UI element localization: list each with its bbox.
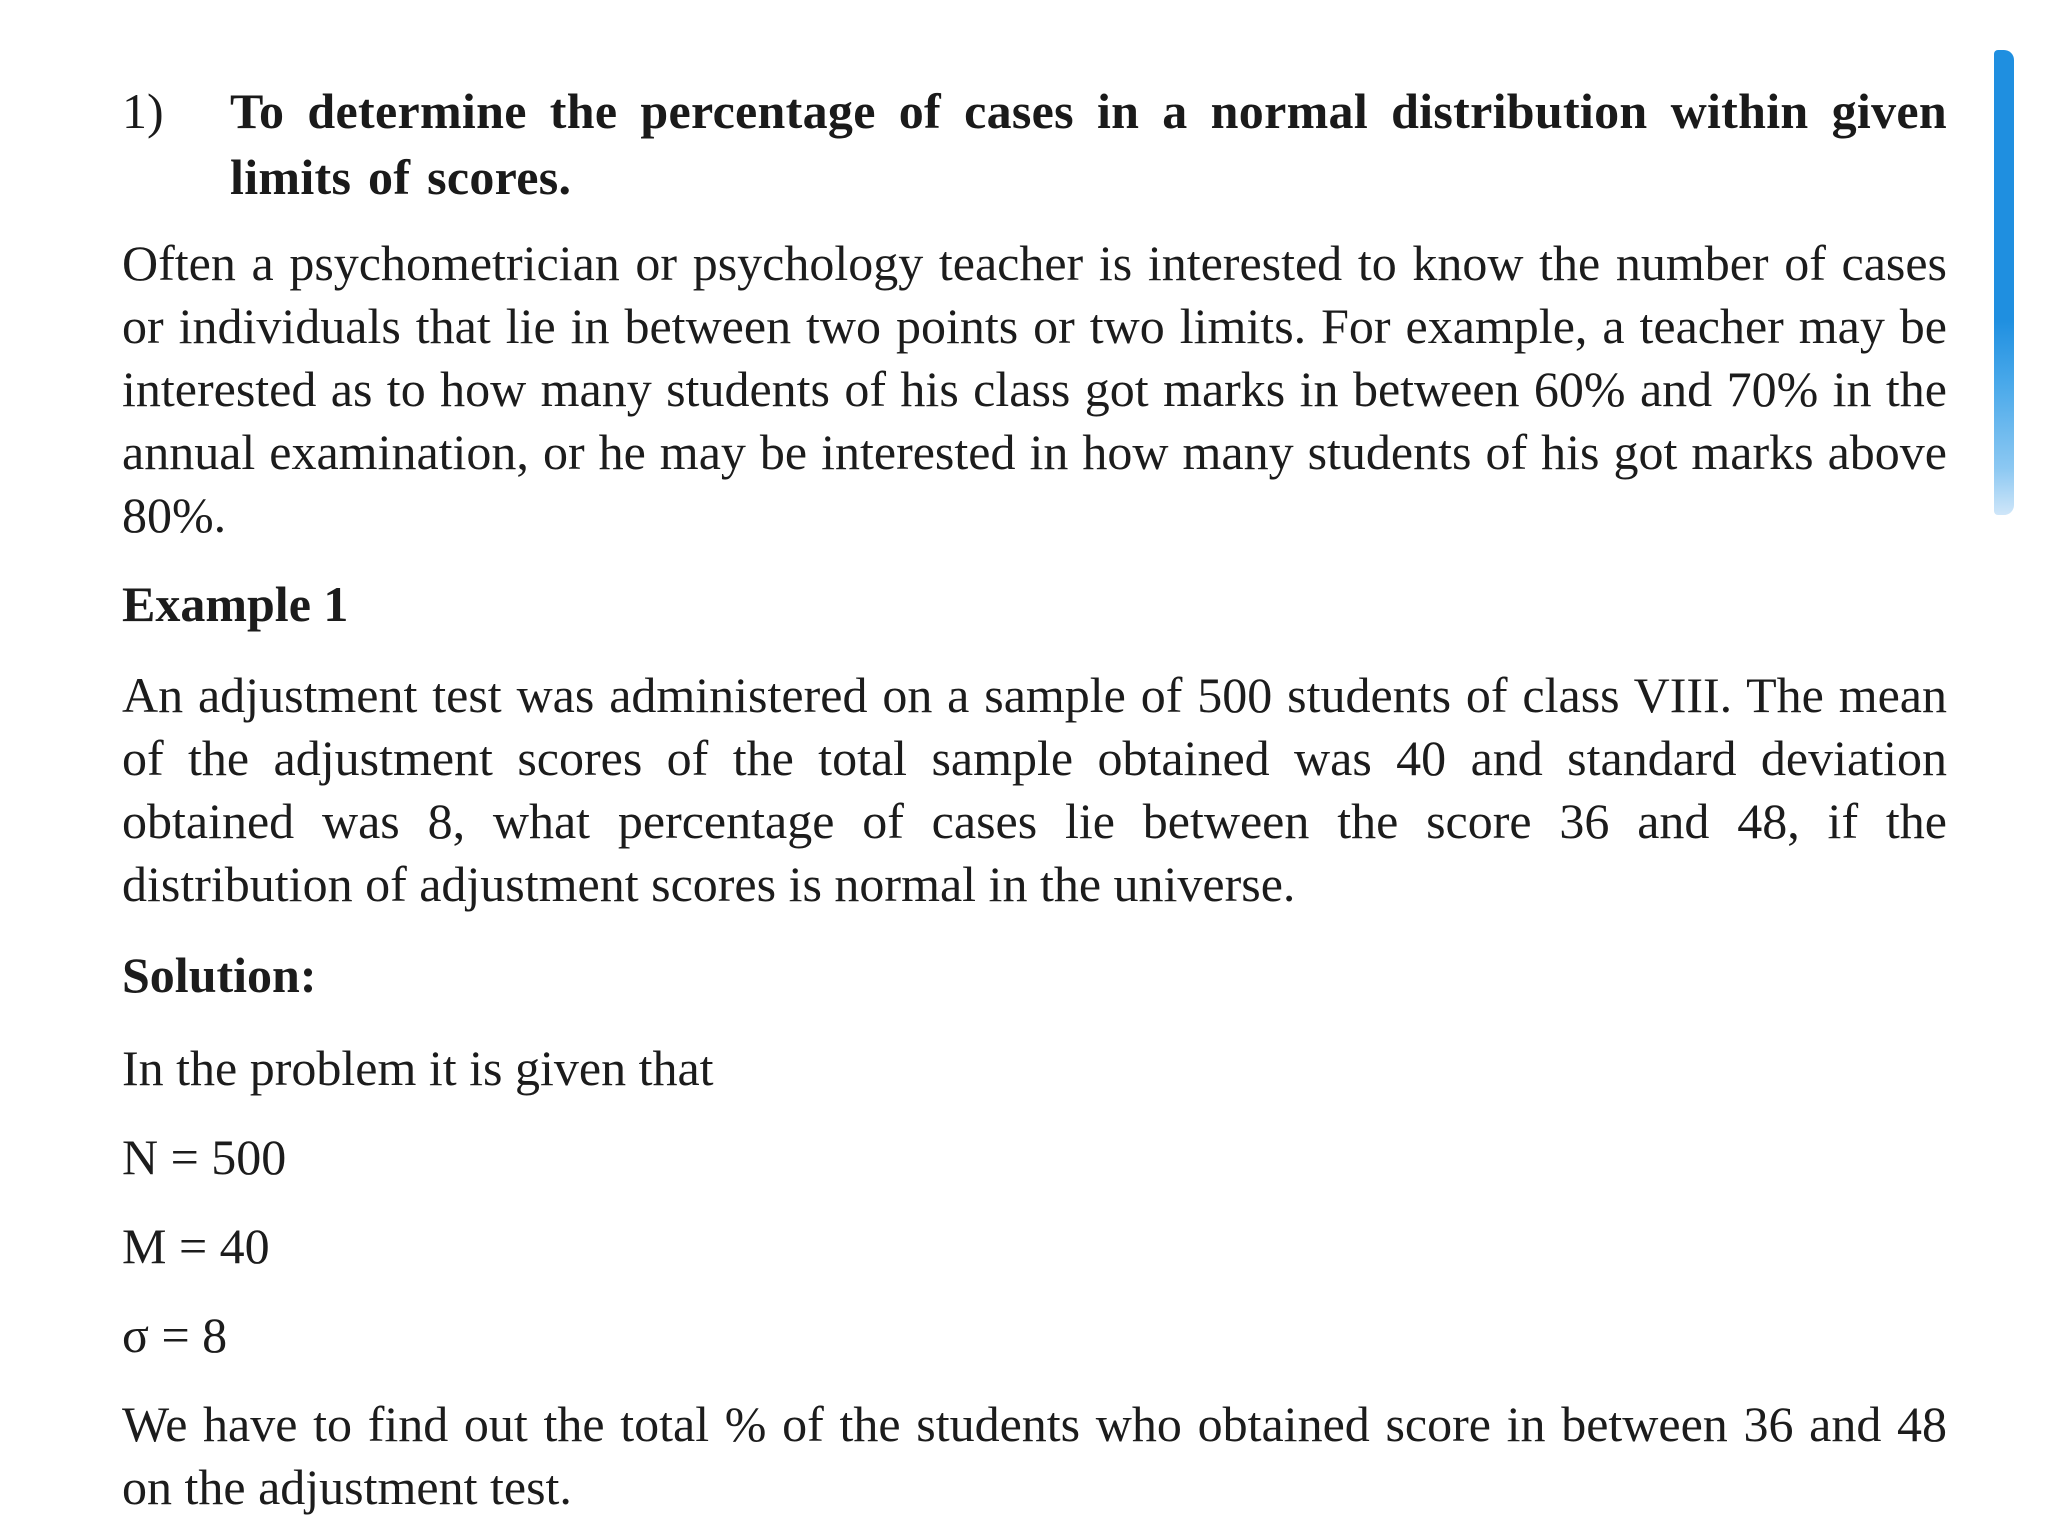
solution-heading: Solution: (122, 947, 317, 1003)
given-n: N = 500 (122, 1129, 287, 1185)
section-number: 1) (122, 83, 164, 139)
section-heading (122, 78, 1947, 210)
given-mean: M = 40 (122, 1218, 270, 1274)
document-body (122, 78, 1947, 1519)
section-title: To determine the percentage of cases in a normal distribution within given limits of scores. (230, 83, 1947, 205)
example-text: An adjustment test was administered on a sample of 500 students of class VIII. The mean of the adjustment scores of the total sample obtained was 40 and standard deviation obtained was 8, what percentage of cases lie between the score 36 and 48, if the distribution of adjustment scores is normal in the universe. (122, 667, 1947, 912)
intro-paragraph: Often a psychometrician or psychology teacher is interested to know the number of cases or individuals that lie in between two points or two limits. For example, a teacher may be interested as to how many students of his class got marks in between 60% and 70% in the annual examination, or he may be interested in how many students of his got marks above 80%. (122, 235, 1947, 543)
given-intro: In the problem it is given that (122, 1040, 714, 1096)
task-paragraph: We have to find out the total % of the students who obtained score in between 36 and 48 on the adjustment test. (122, 1396, 1947, 1515)
example-heading: Example 1 (122, 576, 349, 632)
given-sigma: σ = 8 (122, 1307, 228, 1363)
accent-bar (1994, 50, 2014, 515)
